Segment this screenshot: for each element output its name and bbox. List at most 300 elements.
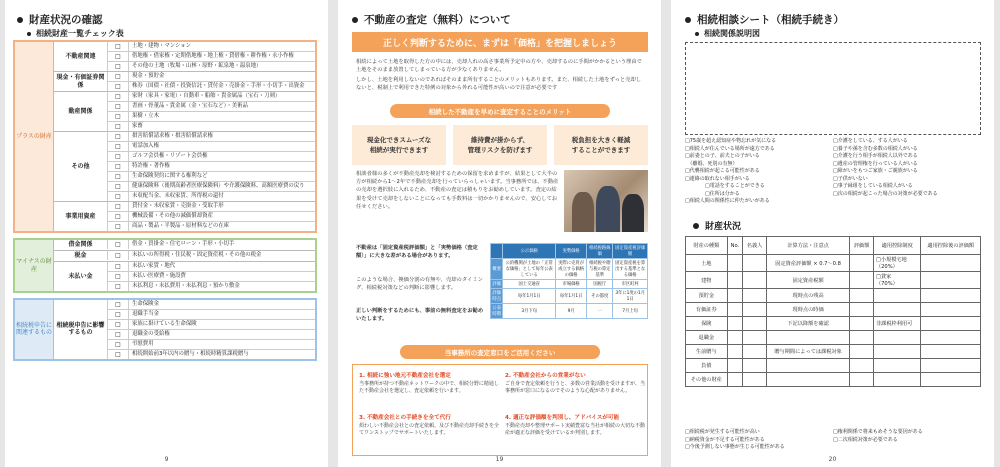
after-value-cell[interactable] — [921, 289, 981, 303]
checklist-row[interactable] — [107, 151, 315, 161]
checkbox[interactable]: □ — [107, 202, 129, 211]
checklist-row[interactable] — [107, 181, 315, 191]
owner-cell[interactable] — [743, 317, 767, 331]
checklist-item-label: 未収配当金、未収家賃、所得税の還付 — [132, 193, 224, 200]
intro-paragraph-1: 相続によって土地を取得した方の中には、売却人れの高さ事業所予定中の方や、売却するのに手間がかかるという理由で土地をそのまま放置してしまっている方が少なくありません。 — [356, 59, 642, 74]
checklist-row[interactable] — [107, 141, 315, 151]
relation-check-item[interactable]: □養子や孫を含む多数の相続人がいる — [833, 145, 918, 152]
table-cell: 固定資産税を算出する基準となる価格 — [613, 259, 648, 280]
checklist-row[interactable] — [107, 92, 315, 101]
checklist-table — [13, 40, 317, 366]
checklist-category — [53, 300, 315, 359]
checklist-row[interactable] — [107, 81, 315, 91]
merit-cards — [352, 125, 648, 165]
checklist-item-label: 未払利息・未払費用・未払利息・預かり敷金 — [132, 282, 240, 289]
no-cell[interactable] — [727, 331, 743, 345]
after-value-cell[interactable] — [921, 272, 981, 289]
category-label: 現金・有価証券関係 — [53, 72, 107, 91]
calc-note: 現時点の時価 — [766, 303, 849, 317]
checklist-row[interactable] — [107, 211, 315, 221]
value-cell[interactable] — [850, 272, 874, 289]
calc-note — [766, 373, 849, 387]
valuation-effect: このような場合、換価分割の有無や、売却のタイミング、相続税対策などの判断に影響します。 — [356, 277, 483, 292]
consultation-photo — [564, 170, 648, 232]
checklist-item-label: 損害賠償請求権・損害賠償請求権 — [132, 133, 213, 140]
risk-check-item[interactable]: □納税資金が不足する可能性がある — [685, 436, 765, 443]
category-label: その他 — [53, 132, 107, 201]
table-header-cell: No. — [727, 237, 743, 255]
owner-cell[interactable] — [743, 303, 767, 317]
asset-kind: 預貯金 — [686, 289, 728, 303]
category-items — [107, 262, 315, 291]
checklist-item-label: 果樹・立木 — [132, 113, 159, 120]
table-header-row — [491, 244, 648, 259]
checklist-item-label: 貸付金・未収家賃・売掛金・受取手形 — [132, 203, 224, 210]
asset-kind: 保険 — [686, 317, 728, 331]
page-appraisal — [338, 0, 661, 467]
checklist-row[interactable] — [107, 161, 315, 171]
table-cell: 3月下旬 — [503, 304, 556, 319]
relation-checklist — [685, 138, 981, 206]
relation-check-item[interactable]: □子供がいない — [833, 175, 868, 182]
owner-cell[interactable] — [743, 345, 767, 359]
checklist-row[interactable] — [107, 121, 315, 131]
table-cell: 国土交通省 — [503, 280, 556, 289]
table-cell: 市場価格 — [556, 280, 587, 289]
checkbox[interactable]: □ — [107, 152, 129, 161]
relation-check-item[interactable]: □介護をしている、する人がいる — [833, 138, 908, 144]
calc-note: 贈与期間によっては課税対象 — [766, 345, 849, 359]
category-items — [107, 92, 315, 131]
price-comparison-table — [490, 243, 648, 319]
checklist-row[interactable] — [107, 309, 315, 319]
checklist-item-label: 借地権・借家権・定期借地権・地上権・貸借権・耕作権・永小作権 — [132, 53, 294, 60]
deduction-rule — [873, 373, 921, 387]
relation-heading: 相続関係説明図 — [695, 28, 760, 39]
calc-note: 固定資産評価額 × 0.7～0.8 — [766, 255, 849, 272]
service-box — [352, 364, 648, 456]
group-label: 相続税申告に関連するもの — [15, 300, 53, 359]
relation-check-item[interactable]: □連絡の取れない相手がいる — [685, 175, 750, 182]
category-items — [107, 132, 315, 201]
relation-check-item[interactable]: □事子縁組をしている相続人がいる — [833, 183, 913, 189]
category-items — [107, 202, 315, 231]
checkbox[interactable]: □ — [107, 282, 129, 291]
table-header-cell: 適用控除後の評価額 — [921, 237, 981, 255]
table-row — [686, 255, 981, 272]
group-categories — [53, 300, 315, 359]
relation-check-item[interactable]: □75歳を超え認知症や物忘れが気になる — [685, 138, 777, 144]
category-items — [107, 300, 315, 359]
checklist-group — [13, 298, 317, 361]
checkbox[interactable]: □ — [107, 330, 129, 339]
relation-check-item[interactable]: □前妻との子、前夫との子がいる — [685, 153, 760, 159]
checklist-row[interactable] — [107, 111, 315, 121]
service-item: 2. 不動産会社からの営業がない ご自身で査定依頼を行うと、多数の営業活動を受けますが、当事務所が窓口になるのでそのような心配がありません。 — [505, 373, 646, 395]
checklist-item-label: 書画・骨董品・貴金属（金・宝石など）・美術品 — [132, 103, 248, 110]
checklist-row[interactable] — [107, 101, 315, 111]
asset-kind: 土地 — [686, 255, 728, 272]
checkbox[interactable]: □ — [107, 182, 129, 191]
checklist-row[interactable] — [107, 319, 315, 329]
value-cell[interactable] — [850, 345, 874, 359]
checkbox[interactable]: □ — [107, 82, 129, 91]
checklist-item-label: 特許権・著作権 — [132, 163, 170, 170]
checklist-category — [53, 261, 315, 291]
table-row-label: 評価 — [491, 280, 503, 289]
checkbox[interactable]: □ — [107, 102, 129, 111]
checklist-row[interactable] — [107, 271, 315, 281]
merit-card: 税負担を大きく軽減 することができます — [554, 125, 648, 165]
family-diagram-area[interactable] — [685, 42, 981, 135]
assets-heading: 財産状況 — [693, 219, 741, 232]
relation-checklist-left — [685, 138, 833, 206]
checkbox[interactable]: □ — [107, 310, 129, 319]
page-title: 相続相談シート（相続手続き） — [685, 12, 844, 27]
risk-check-item[interactable]: □二次相続対策が必要である — [833, 436, 898, 443]
bullet-icon — [352, 17, 358, 23]
after-value-cell[interactable] — [921, 255, 981, 272]
asset-kind: 負債 — [686, 359, 728, 373]
deduction-rule — [873, 345, 921, 359]
category-items — [107, 251, 315, 261]
valuation-note: 不動産は「固定資産税評価額」と「実勢価格（査定額）」に大きな差がある場合があります。 — [356, 245, 478, 260]
table-header-cell: 適用控除制度 — [873, 237, 921, 255]
checklist-item-label: 借金・買掛金・住宅ローン・手形・小切手 — [132, 241, 235, 248]
checklist-item-label: 家畜 — [132, 123, 143, 130]
table-row — [686, 272, 981, 289]
checklist-category — [53, 42, 315, 71]
risk-checklist — [685, 429, 981, 452]
checklist-item-label: 退職手当金 — [132, 310, 159, 317]
relation-check-item[interactable]: □遺産の管理権を行っている人がいる — [833, 160, 918, 167]
table-row — [491, 304, 648, 319]
checkbox[interactable]: □ — [107, 52, 129, 61]
checkbox[interactable]: □ — [107, 222, 129, 231]
relation-check-item[interactable]: □住所は分かる — [685, 190, 740, 197]
table-row-label: 評価時点 — [491, 289, 503, 304]
checklist-item-label: 生命保険契約に関する権利など — [132, 173, 208, 180]
checkbox[interactable]: □ — [107, 122, 129, 131]
checkbox[interactable]: □ — [107, 172, 129, 181]
checklist-item-label: 未払いの所得税・住民税・固定資産税・その他の税金 — [132, 252, 262, 259]
risk-check-item[interactable]: □今後予測しない事態が生じる可能性がある — [685, 444, 785, 450]
after-value-cell[interactable] — [921, 331, 981, 345]
table-row — [491, 280, 648, 289]
value-cell[interactable] — [850, 317, 874, 331]
table-cell: 国税庁 — [587, 280, 613, 289]
checkbox[interactable]: □ — [107, 42, 129, 51]
checklist-row[interactable] — [107, 251, 315, 260]
risk-check-item[interactable]: □権利関係で将来もめそうな要因がある — [833, 429, 923, 435]
checklist-item-label: その他の土地（牧場・山林・原野・鉱泉地・温泉地） — [132, 63, 262, 70]
table-row-label: 概要 — [491, 259, 503, 280]
checkbox[interactable]: □ — [107, 212, 129, 221]
deduction-rule — [873, 359, 921, 373]
category-label: 未払い金 — [53, 262, 107, 291]
category-label: 相続税申告に影響するもの — [53, 300, 107, 359]
checklist-item-label: 土地・建物・マンション — [132, 43, 192, 49]
checklist-item-label: 未払い家賃・地代 — [132, 262, 176, 269]
table-row-label: 公表時期 — [491, 304, 503, 319]
table-header-cell: 固定資産税評価額 — [613, 244, 648, 259]
checklist-row[interactable] — [107, 240, 315, 249]
table-header-cell — [491, 244, 503, 259]
table-row — [686, 331, 981, 345]
checkbox[interactable]: □ — [107, 162, 129, 171]
value-cell[interactable] — [850, 331, 874, 345]
relation-checklist-right — [833, 138, 981, 206]
checklist-row[interactable] — [107, 202, 315, 211]
checklist-item-label: 健康保険料（後期高齢者医療保険料）や介護保険料、高額医療費の戻り — [132, 183, 305, 190]
relation-check-item[interactable]: □電話をすることができる — [685, 183, 765, 189]
checkbox[interactable]: □ — [107, 142, 129, 151]
checklist-item-label: 現金・預貯金 — [132, 73, 165, 80]
checklist-row[interactable] — [107, 171, 315, 181]
category-items — [107, 240, 315, 250]
relation-check-item[interactable]: □障がいをもつご家族・ご親族がいる — [833, 168, 918, 174]
bullet-icon — [693, 223, 699, 229]
bullet-icon — [695, 32, 699, 36]
checklist-row[interactable] — [107, 191, 315, 201]
asset-kind: 有価証券 — [686, 303, 728, 317]
checkbox[interactable]: □ — [107, 192, 129, 201]
after-value-cell[interactable] — [921, 317, 981, 331]
valuation-advice: 正しい判断をするためにも、事前の無料査定をお勧めいたします。 — [356, 308, 484, 323]
checklist-row[interactable] — [107, 72, 315, 81]
checkbox[interactable]: □ — [107, 62, 129, 71]
deduction-rule — [873, 289, 921, 303]
calc-note: 固定資産税額 — [766, 272, 849, 289]
bullet-icon — [685, 17, 691, 23]
value-cell[interactable] — [850, 359, 874, 373]
deduction-rule: □小規模宅地 （20%） — [873, 255, 921, 272]
checklist-item-label: 家財（家具・家電）・自動車・船舶・貴金属品（宝石・刀剣） — [132, 93, 281, 100]
checklist-category — [53, 91, 315, 131]
no-cell[interactable] — [727, 255, 743, 272]
group-categories — [53, 42, 315, 231]
table-cell: 毎年1月1日 — [503, 289, 556, 304]
relation-check-item[interactable]: □介護を行う相手が相続人以外である — [833, 153, 918, 159]
checklist-item-label: 家族に掛けている生命保険 — [132, 320, 197, 327]
checklist-category — [53, 240, 315, 250]
asset-kind: 生前贈与 — [686, 345, 728, 359]
relation-check-item[interactable]: □相続人間の関係性に仲たがいがある — [685, 198, 770, 204]
after-value-cell[interactable] — [921, 303, 981, 317]
checklist-item-label: 生命保険金 — [132, 300, 159, 307]
table-row — [686, 303, 981, 317]
checklist-row[interactable] — [107, 51, 315, 61]
relation-check-item[interactable]: □次の相続が起こった場合の対策が必要である — [833, 190, 938, 197]
headline-banner: 正しく判断するために、まずは「価格」を把握しましょう — [352, 32, 648, 52]
table-header-cell: 実勢価格 — [556, 244, 587, 259]
relation-check-item[interactable]: （離婚、死別の有無） — [685, 160, 738, 167]
checklist-category — [53, 250, 315, 261]
after-value-cell[interactable] — [921, 359, 981, 373]
checkbox[interactable]: □ — [107, 350, 129, 359]
checkbox[interactable]: □ — [107, 132, 129, 141]
deduction-rule: 非課税枠利用可 — [873, 317, 921, 331]
intro-paragraph-2: しかし、土地を利用しないのであればそのまま所有することのメリットもあります。また、相続した土地をずっと売却しないと、税制上で利用できた特例の対象から外れる可能性が高いので注意が必要です — [356, 77, 642, 92]
merit-card: 維持費が掛からず、 管理リスクを防げます — [453, 125, 547, 165]
table-header-cell: 財産の種類 — [686, 237, 728, 255]
checklist-row[interactable] — [107, 42, 315, 51]
checklist-row[interactable] — [107, 262, 315, 271]
checklist-category — [53, 71, 315, 91]
value-cell[interactable] — [850, 289, 874, 303]
after-value-cell[interactable] — [921, 345, 981, 359]
table-header-cell: 名義人 — [743, 237, 767, 255]
no-cell[interactable] — [727, 373, 743, 387]
group-label: プラスの財産 — [15, 42, 53, 231]
category-label: 借金関係 — [53, 240, 107, 250]
page-number: 20 — [828, 456, 837, 463]
table-row — [491, 259, 648, 280]
checkbox[interactable]: □ — [107, 340, 129, 349]
owner-cell[interactable] — [743, 359, 767, 373]
table-row — [686, 373, 981, 387]
table-cell: 7月上旬 — [613, 304, 648, 319]
page-title: 財産状況の確認 — [17, 12, 103, 27]
risk-checklist-right — [833, 429, 981, 452]
table-header-row — [686, 237, 981, 255]
checklist-item-label: 機械設備・その他の減価償却資産 — [132, 213, 213, 220]
checklist-row[interactable] — [107, 300, 315, 309]
no-cell[interactable] — [727, 345, 743, 359]
value-cell[interactable] — [850, 303, 874, 317]
page-title: 不動産の査定（無料）について — [352, 12, 511, 27]
calc-note — [766, 331, 849, 345]
checklist-category — [53, 131, 315, 201]
checklist-item-label: 相続開始前3年以内の贈与・相続時精算課税贈与 — [132, 351, 249, 358]
checklist-group — [13, 40, 317, 233]
checkbox[interactable]: □ — [107, 320, 129, 329]
table-header-cell: 相続税路線価 — [587, 244, 613, 259]
bullet-icon — [27, 32, 31, 36]
category-items — [107, 42, 315, 71]
page-checklist — [5, 0, 328, 467]
table-cell: 3年に1度の1月1日 — [613, 289, 648, 304]
checklist-row[interactable] — [107, 61, 315, 71]
risk-checklist-left — [685, 429, 833, 452]
risk-check-item[interactable]: □相続税が発生する可能性が高い — [685, 429, 760, 435]
table-cell: 市区町村 — [613, 280, 648, 289]
category-items — [107, 72, 315, 91]
page-number: 19 — [495, 456, 504, 463]
deduction-rule — [873, 303, 921, 317]
page-consult-sheet — [671, 0, 994, 467]
table-row — [686, 317, 981, 331]
table-cell: 公的機関が土地の「正常な価格」として毎年公表している — [503, 259, 556, 280]
page-number: 9 — [164, 456, 169, 463]
asset-kind: 退職金 — [686, 331, 728, 345]
owner-cell[interactable] — [743, 289, 767, 303]
checkbox[interactable]: □ — [107, 262, 129, 271]
calc-note: 下記以降額を確認 — [766, 317, 849, 331]
table-cell: 毎年1月1日 — [556, 289, 587, 304]
service-heading: 当事務所の査定窓口をご活用ください — [400, 345, 600, 359]
checkbox[interactable]: □ — [107, 251, 129, 260]
checklist-item-label: 電話加入権 — [132, 143, 159, 150]
checklist-row[interactable] — [107, 329, 315, 339]
category-label: 事業用資産 — [53, 202, 107, 231]
table-cell: 一 — [587, 304, 613, 319]
relation-check-item[interactable]: □代襲相続が起こる可能性がある — [685, 168, 760, 174]
checklist-item-label: 株券（国債・社債・投資信託・貸付金・売掛金・手形・小切手・出資金 — [132, 83, 305, 90]
owner-cell[interactable] — [743, 373, 767, 387]
table-row — [686, 345, 981, 359]
checklist-row[interactable] — [107, 339, 315, 349]
service-item: 3. 不動産会社との手続きを全て代行 煩わしい不動産会社との査定依頼。及び不動産売却手続きを全てワンストップでサポートいたします。 — [359, 415, 500, 437]
checklist-row[interactable] — [107, 221, 315, 231]
checklist-item-label: 弔慰費用 — [132, 341, 154, 347]
table-cell: 相続税や贈与税の算定基準 — [587, 259, 613, 280]
checklist-row[interactable] — [107, 349, 315, 359]
group-label: マイナスの財産 — [15, 240, 53, 291]
checkbox[interactable]: □ — [107, 72, 129, 81]
no-cell[interactable] — [727, 289, 743, 303]
calc-note — [766, 359, 849, 373]
service-item: 1. 相続に強い地元不動産会社を選定 当事務所が持つ不動産ネットワークの中で、相続分野に精通した不動産会社を選定し、査定依頼を行います。 — [359, 373, 499, 395]
checkbox[interactable]: □ — [107, 112, 129, 121]
checklist-category — [53, 201, 315, 231]
owner-cell[interactable] — [743, 331, 767, 345]
merit-heading: 相続した不動産を早めに査定することのメリット — [390, 104, 610, 118]
owner-cell[interactable] — [743, 272, 767, 289]
checkbox[interactable]: □ — [107, 272, 129, 281]
value-cell[interactable] — [850, 373, 874, 387]
table-header-cell: 計算方法・注意点 — [766, 237, 849, 255]
checkbox[interactable]: □ — [107, 300, 129, 309]
asset-kind: 建物 — [686, 272, 728, 289]
table-row — [491, 289, 648, 304]
table-row — [686, 359, 981, 373]
merit-card: 現金化できスムーズな 相続が実行できます — [352, 125, 446, 165]
checklist-item-label: 商品・製品・半製品・原材料などの在庫 — [132, 223, 230, 230]
page-subtitle: 相続財産一覧チェック表 — [27, 28, 124, 39]
no-cell[interactable] — [727, 359, 743, 373]
bullet-icon — [17, 17, 23, 23]
asset-table — [685, 236, 981, 387]
no-cell[interactable] — [727, 272, 743, 289]
no-cell[interactable] — [727, 317, 743, 331]
category-label: 税金 — [53, 251, 107, 261]
group-categories — [53, 240, 315, 291]
table-header-cell: 評価額 — [850, 237, 874, 255]
category-label: 動産関係 — [53, 92, 107, 131]
table-cell: 実際に売買が成立する価格の価格 — [556, 259, 587, 280]
checklist-row[interactable] — [107, 281, 315, 291]
owner-cell[interactable] — [743, 255, 767, 272]
checklist-row[interactable] — [107, 132, 315, 141]
checkbox[interactable]: □ — [107, 240, 129, 249]
checklist-item-label: 未払い医療費・施設費 — [132, 272, 186, 279]
checklist-group — [13, 238, 317, 293]
table-row — [686, 289, 981, 303]
checklist-item-label: 退職金の受給権 — [132, 330, 170, 337]
consult-paragraph: 相談者様の多くが不動産売却を検討するための保留を求めますが、結果として大半の方が相続から1～2年で不動産売却を行っていらっしゃいます。当事務所では、不動産の売却を選択肢に入れるため、不動産の査定は積もりをお勧めしています。査定の結果を受けて売却をしないことになっても手数料は一切かかりませんので、安心してお任せください。 — [356, 171, 559, 210]
no-cell[interactable] — [727, 303, 743, 317]
checklist-item-label: ゴルフ会員権・リゾート会員権 — [132, 153, 208, 160]
relation-check-item[interactable]: □相続人が住んでいる場所が遠方である — [685, 145, 775, 152]
deduction-rule — [873, 331, 921, 345]
asset-kind: その他の財産 — [686, 373, 728, 387]
value-cell[interactable] — [850, 255, 874, 272]
after-value-cell[interactable] — [921, 373, 981, 387]
table-cell: その都度 — [587, 289, 613, 304]
table-header-cell: 公示価格 — [503, 244, 556, 259]
checkbox[interactable]: □ — [107, 92, 129, 101]
